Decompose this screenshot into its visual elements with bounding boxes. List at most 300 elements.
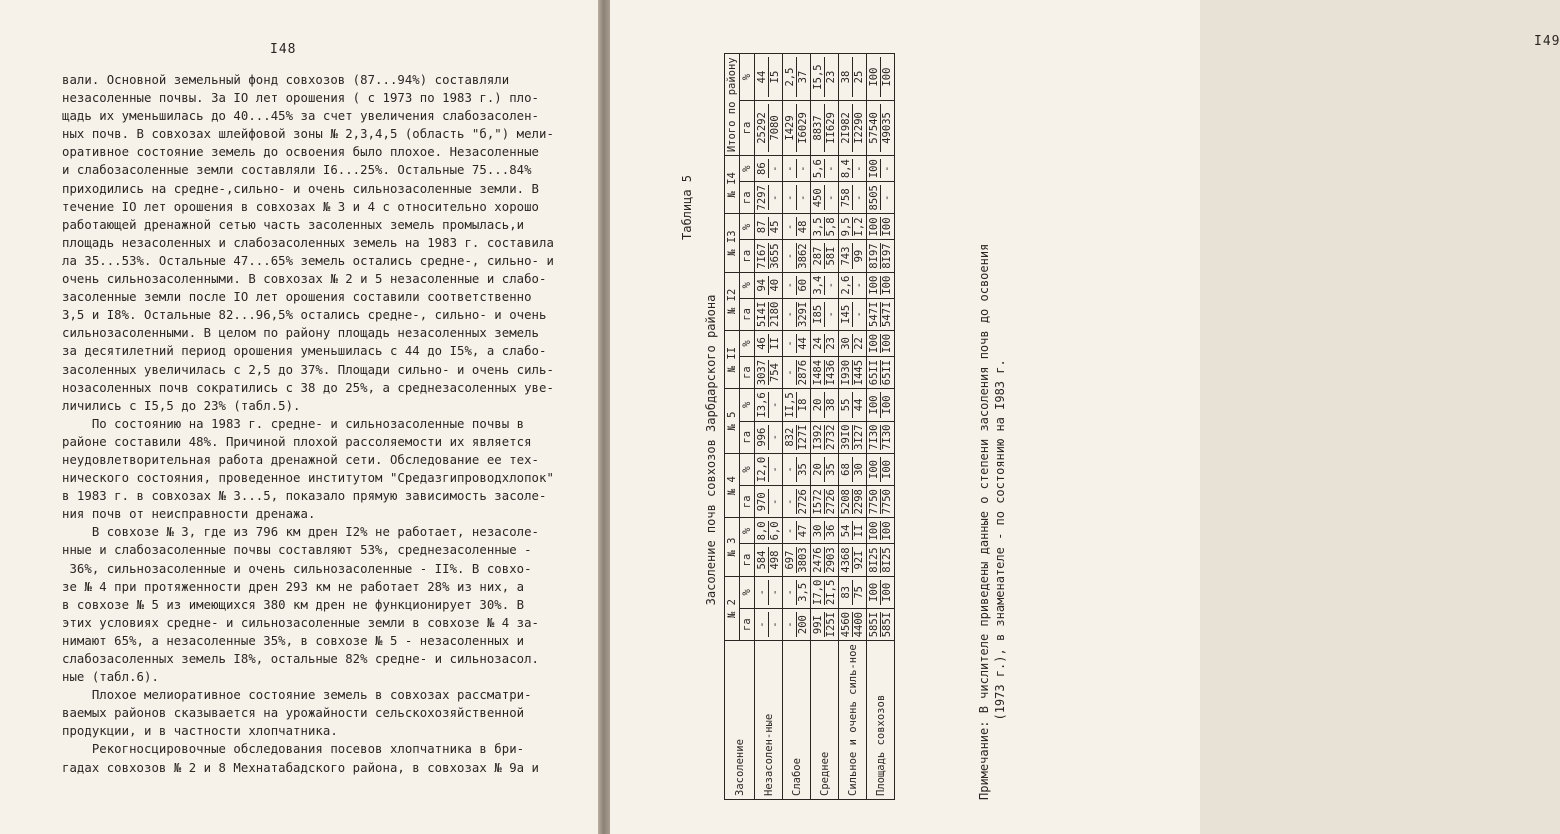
cell-numerator: 8837 — [812, 104, 825, 152]
table-cell — [811, 544, 839, 576]
cell-denominator: I00 — [881, 67, 893, 87]
cell-denominator: 2732 — [825, 424, 837, 450]
header-group: № 5 — [725, 389, 740, 454]
header-group: № 4 — [725, 453, 740, 518]
cell-denominator: - — [853, 282, 865, 289]
cell-numerator: I392 — [812, 424, 824, 450]
table-cell — [867, 544, 895, 576]
table-row — [783, 54, 811, 800]
cell-numerator: 8505 — [868, 185, 880, 211]
text-line: 3,5 и I8%. Остальные 82...96,5% остались средне-, сильно- и очень — [62, 308, 547, 323]
cell-denominator: II — [769, 337, 781, 350]
text-line: ла 35...53%. Остальные 47...65% земель остались средне-, сильно- и — [62, 253, 554, 268]
table-cell — [839, 182, 867, 214]
cell-numerator: 68 — [840, 457, 853, 482]
cell-denominator: I25I — [825, 611, 837, 638]
text-line: Плохое мелиоративное состояние земель в совхозах рассматри- — [62, 688, 532, 703]
cell-numerator: 7297 — [756, 185, 768, 211]
text-line: ния почв от неисправности дренажа. — [62, 507, 316, 522]
cell-numerator: I00 — [868, 217, 880, 237]
cell-numerator: 25292 — [756, 104, 769, 152]
table-cell — [755, 272, 783, 298]
cell-numerator: I85 — [812, 302, 825, 327]
cell-denominator: 40 — [769, 278, 781, 292]
text-line: 36%, сильнозасоленные и очень сильнозасоленные - II%. В совхо- — [62, 561, 532, 576]
table-cell — [783, 453, 811, 485]
cell-denominator: - — [769, 165, 781, 172]
cell-denominator: - — [881, 165, 893, 172]
cell-numerator: - — [784, 580, 797, 605]
table-cell — [839, 298, 867, 330]
cell-numerator: I930 — [840, 359, 852, 386]
right-page-number: I49 — [1534, 34, 1560, 49]
text-line: неудовлетворительная работа дренажной сети. Обследование ее тех- — [62, 452, 540, 467]
cell-denominator: 585I — [881, 611, 893, 638]
table-cell — [867, 156, 895, 182]
header-unit: га — [740, 544, 755, 576]
text-line: личились с I5,5 до 23% (табл.5). — [62, 398, 301, 413]
header-unit: % — [740, 330, 755, 356]
table-cell — [839, 54, 867, 100]
cell-numerator: 2,5 — [784, 57, 797, 96]
cell-numerator: 24 — [812, 334, 825, 353]
cell-numerator: 7750 — [868, 489, 880, 515]
table-cell — [867, 356, 895, 388]
cell-denominator: 36 — [825, 524, 837, 538]
cell-denominator: 7080 — [769, 115, 781, 141]
cell-denominator: II629 — [825, 112, 837, 144]
header-unit: % — [740, 518, 755, 544]
cell-denominator: - — [769, 401, 781, 409]
table-cell — [811, 486, 839, 518]
text-line: нимают 65%, а незасоленные 35%, в совхозе № 5 - незасоленных и — [62, 633, 525, 648]
cell-denominator: - — [769, 589, 781, 596]
cell-denominator: 2876 — [797, 359, 809, 386]
table-cell — [811, 156, 839, 182]
cell-denominator: - — [769, 194, 781, 201]
table-cell — [811, 272, 839, 298]
cell-numerator: 83 — [840, 580, 853, 605]
table-cell — [783, 356, 811, 388]
header-unit: % — [740, 156, 755, 182]
cell-numerator: - — [784, 334, 797, 353]
cell-denominator: 48 — [797, 220, 809, 234]
cell-numerator: 2476 — [812, 547, 824, 573]
cell-denominator: 49035 — [881, 112, 893, 144]
cell-numerator: 30 — [812, 521, 825, 540]
cell-numerator: 44 — [756, 57, 769, 96]
cell-denominator: 7750 — [881, 489, 893, 515]
cell-numerator: 9,5 — [840, 217, 852, 237]
cell-numerator: 2I982 — [840, 104, 853, 152]
header-group: № II — [725, 330, 740, 388]
cell-numerator: 8I97 — [868, 243, 880, 269]
text-line: вали. Основной земельный фонд совхозов (87...94%) составляли — [62, 73, 510, 87]
text-line: засоленных увеличилась с 2,5 до 37%. Площади сильно- и очень силь- — [62, 362, 554, 377]
cell-numerator: 8I25 — [868, 547, 880, 573]
cell-numerator: I5,5 — [812, 57, 825, 96]
cell-denominator: - — [769, 434, 781, 441]
cell-denominator: 5,8 — [825, 217, 837, 237]
row-label: Среднее — [811, 641, 839, 800]
cell-denominator: 38 — [825, 398, 837, 412]
table-cell — [839, 330, 867, 356]
cell-numerator: 585I — [868, 611, 880, 638]
cell-numerator: 65II — [868, 359, 880, 386]
cell-denominator: - — [797, 165, 809, 172]
cell-denominator: 2726 — [797, 489, 809, 515]
cell-denominator: I445 — [853, 359, 865, 386]
cell-numerator: - — [784, 457, 797, 482]
cell-denominator: I00 — [881, 333, 893, 353]
cell-numerator: - — [756, 612, 769, 637]
table-cell — [839, 518, 867, 544]
cell-numerator: - — [784, 360, 797, 385]
text-line: очень сильнозасоленными. В совхозах № 2 и 5 незасоленные и слабо- — [62, 272, 547, 287]
row-label: Слабое — [783, 641, 811, 800]
table-cell — [839, 240, 867, 272]
header-unit: га — [740, 240, 755, 272]
table-cell — [811, 389, 839, 421]
cell-denominator: - — [825, 165, 837, 172]
cell-numerator: 584 — [756, 547, 769, 572]
rotated-table-block — [680, 57, 1020, 800]
cell-denominator: - — [769, 498, 781, 505]
cell-numerator: 39I0 — [840, 424, 852, 450]
table-cell — [783, 298, 811, 330]
table-cell — [839, 214, 867, 240]
cell-numerator: - — [784, 276, 797, 295]
table-cell — [867, 330, 895, 356]
cell-denominator: I00 — [881, 582, 893, 602]
cell-denominator: II — [853, 524, 865, 538]
cell-denominator: 754 — [769, 363, 781, 383]
cell-denominator: 47 — [797, 524, 809, 538]
text-line: районе составили 48%. Причиной плохой рассоляемости их является — [62, 434, 532, 449]
cell-numerator: 2,6 — [840, 275, 852, 295]
row-label: Сильное и очень силь-ное — [839, 641, 867, 800]
cell-numerator: - — [784, 489, 797, 514]
header-unit: га — [740, 100, 755, 155]
cell-numerator: 4560 — [840, 611, 852, 638]
cell-numerator: 30 — [840, 334, 853, 353]
header-group: № 3 — [725, 518, 740, 576]
table-cell — [783, 182, 811, 214]
cell-numerator: 743 — [840, 243, 853, 268]
cell-numerator: 20 — [812, 457, 825, 482]
table-cell — [811, 421, 839, 453]
text-line: По состоянию на 1983 г. средне- и сильнозасоленные почвы в — [62, 416, 525, 431]
cell-numerator: 758 — [840, 185, 853, 210]
table-cell — [755, 576, 783, 608]
cell-denominator: I00 — [881, 395, 893, 415]
cell-denominator: 200 — [797, 615, 809, 635]
header-group: Итого по району — [725, 54, 740, 156]
table-cell — [755, 54, 783, 100]
table-cell — [811, 182, 839, 214]
text-line: сильнозасоленными. В целом по району площадь незасоленных земель — [62, 326, 540, 341]
cell-numerator: I2,0 — [756, 456, 768, 483]
cell-denominator: - — [853, 311, 865, 318]
cell-numerator: I00 — [868, 333, 880, 353]
table-cell — [839, 272, 867, 298]
cell-denominator: - — [853, 165, 865, 172]
cell-denominator: 58I — [825, 246, 837, 266]
cell-numerator: 4368 — [840, 547, 852, 573]
table-cell — [839, 608, 867, 640]
cell-denominator: I00 — [881, 217, 893, 237]
cell-denominator: I436 — [825, 359, 837, 386]
cell-denominator: 4400 — [853, 611, 865, 638]
cell-numerator: 8,0 — [756, 521, 768, 541]
table-label: Таблица 5 — [680, 174, 694, 240]
cell-denominator: 23 — [825, 70, 837, 84]
header-unit: га — [740, 182, 755, 214]
table-cell — [755, 518, 783, 544]
table-cell — [811, 100, 839, 155]
cell-numerator: I00 — [868, 159, 880, 179]
text-line: нического состояния, проведенное институтом "Средазгипроводхлопок" — [62, 471, 554, 486]
table-cell — [839, 453, 867, 485]
text-line: гадах совхозов № 2 и 8 Мехнатабадского района, в совхозах № 9а и — [62, 760, 540, 775]
cell-numerator: 3,4 — [812, 275, 824, 295]
table-cell — [867, 389, 895, 421]
header-group: № I4 — [725, 156, 740, 214]
cell-numerator: - — [784, 521, 797, 540]
table-cell — [783, 576, 811, 608]
note-line: Примечание: В числителе приведены данные о степени засоления почв до освоения — [977, 243, 991, 800]
cell-denominator: - — [825, 194, 837, 201]
table-cell — [755, 100, 783, 155]
text-line: слабозасоленных земель I8%, остальные 82% средне- и сильнозасол. — [62, 652, 540, 666]
cell-denominator: 45 — [769, 220, 781, 234]
cell-numerator: 8,4 — [840, 159, 852, 179]
cell-numerator: 38 — [840, 57, 853, 96]
header-unit: % — [740, 214, 755, 240]
cell-denominator: 99 — [853, 249, 865, 263]
table-cell — [783, 330, 811, 356]
cell-denominator: 3,5 — [797, 582, 809, 602]
table-cell — [755, 453, 783, 485]
cell-numerator: II,5 — [784, 392, 796, 418]
table-cell — [811, 453, 839, 485]
cell-numerator: I00 — [868, 392, 881, 417]
table-cell — [783, 608, 811, 640]
cell-denominator: 35 — [797, 463, 809, 476]
cell-numerator: 57540 — [868, 104, 881, 152]
text-line: Рекогносцировочные обследования посевов хлопчатника в бри- — [62, 742, 525, 757]
cell-denominator: 44 — [853, 398, 865, 412]
cell-numerator: 7I30 — [868, 424, 880, 450]
cell-denominator: - — [797, 194, 809, 201]
cell-denominator: 2I,5 — [825, 579, 837, 605]
cell-denominator: 60 — [797, 278, 809, 292]
cell-denominator: 75 — [853, 586, 865, 599]
table-row — [755, 54, 783, 800]
cell-denominator: 23 — [825, 337, 837, 350]
cell-denominator: - — [825, 282, 837, 289]
cell-denominator: I5 — [769, 70, 781, 84]
cell-denominator: 2726 — [825, 489, 837, 515]
table-cell — [867, 182, 895, 214]
cell-numerator: 832 — [784, 425, 797, 450]
row-label: Площадь совхозов — [867, 641, 895, 800]
table-cell — [755, 389, 783, 421]
header-salinity: Засоление — [725, 641, 755, 800]
table-cell — [755, 486, 783, 518]
table-cell — [811, 330, 839, 356]
cell-denominator: 547I — [881, 301, 893, 327]
text-line: щадь их уменьшилась до 40...45% за счет увеличения слабозасолен- — [62, 109, 540, 124]
table-cell — [867, 298, 895, 330]
table-cell — [811, 356, 839, 388]
cell-numerator: - — [784, 243, 797, 268]
text-line: приходились на средне-,сильно- и очень сильнозасоленные земли. В — [62, 181, 540, 196]
header-unit: га — [740, 356, 755, 388]
table-cell — [811, 214, 839, 240]
table-cell — [783, 486, 811, 518]
table-cell — [811, 518, 839, 544]
cell-numerator: 287 — [812, 243, 825, 268]
cell-numerator: I429 — [784, 104, 797, 152]
table-row — [811, 54, 839, 800]
cell-numerator: 5I4I — [756, 301, 768, 327]
table-cell — [755, 356, 783, 388]
table-cell — [839, 421, 867, 453]
table-cell — [783, 240, 811, 272]
cell-numerator: 996 — [756, 425, 769, 450]
cell-denominator: 3803 — [797, 547, 809, 573]
table-cell — [867, 272, 895, 298]
row-label: Незасолен-ные — [755, 641, 783, 800]
table-cell — [783, 214, 811, 240]
cell-numerator: I00 — [868, 580, 881, 605]
text-line: ных почв. В совхозах шлейфовой зоны № 2,3,4,5 (область "б,") мели- — [62, 127, 554, 142]
table-cell — [867, 100, 895, 155]
cell-denominator: I00 — [881, 521, 893, 541]
table-cell — [755, 421, 783, 453]
cell-numerator: 3,5 — [812, 217, 824, 237]
cell-denominator: 3655 — [769, 243, 781, 269]
cell-numerator: 547I — [868, 301, 880, 327]
text-line: ные (табл.6). — [62, 670, 159, 685]
cell-numerator: 99I — [812, 612, 825, 637]
cell-numerator: - — [784, 302, 797, 327]
header-unit: % — [740, 54, 755, 100]
table-cell — [783, 389, 811, 421]
cell-numerator: 54 — [840, 521, 853, 540]
table-cell — [839, 156, 867, 182]
header-unit: % — [740, 453, 755, 485]
cell-denominator: 6,0 — [769, 521, 781, 541]
cell-numerator: 94 — [756, 276, 769, 295]
header-unit: га — [740, 486, 755, 518]
cell-denominator: 22 — [853, 337, 865, 350]
table-cell — [755, 608, 783, 640]
table-title: Засоление почв совхозов Зарбдарского района — [704, 294, 718, 606]
text-line: незасоленные почвы. За IO лет орошения ( с 1973 по 1983 г.) пло- — [62, 91, 540, 106]
cell-numerator: I00 — [868, 275, 880, 295]
cell-numerator: 7I67 — [756, 243, 768, 269]
cell-numerator: I7,0 — [812, 579, 824, 605]
left-page-number: I48 — [270, 42, 297, 57]
header-group: № I3 — [725, 214, 740, 272]
table-cell — [839, 544, 867, 576]
table-cell — [755, 182, 783, 214]
cell-numerator: 970 — [756, 489, 769, 514]
table-cell — [783, 156, 811, 182]
table-cell — [755, 330, 783, 356]
table-cell — [755, 156, 783, 182]
header-unit: % — [740, 389, 755, 421]
cell-numerator: - — [784, 185, 797, 210]
cell-denominator: I27I — [797, 424, 809, 450]
cell-denominator: 498 — [769, 550, 781, 570]
left-body-text — [62, 71, 554, 777]
cell-numerator: I572 — [812, 489, 824, 515]
cell-denominator: - — [769, 621, 781, 628]
cell-denominator: 7I30 — [881, 424, 893, 450]
table-cell — [755, 544, 783, 576]
cell-denominator: 329I — [797, 301, 809, 327]
table-cell — [867, 240, 895, 272]
cell-numerator: 5,6 — [812, 159, 824, 179]
header-unit: % — [740, 272, 755, 298]
text-line: В совхозе № 3, где из 796 км дрен I2% не работает, незасоле- — [62, 525, 540, 540]
table-cell — [839, 389, 867, 421]
cell-numerator: 55 — [840, 392, 853, 417]
table-row — [839, 54, 867, 800]
cell-denominator: 2903 — [825, 547, 837, 573]
cell-denominator: I00 — [881, 275, 893, 295]
table-cell — [867, 576, 895, 608]
table-cell — [811, 576, 839, 608]
text-line: засоленные земли после IO лет орошения составили соответственно — [62, 290, 532, 305]
cell-denominator: 8I25 — [881, 547, 893, 573]
cell-denominator: 37 — [797, 70, 809, 84]
text-line: оративное состояние земель до освоения было плохое. Незасоленные — [62, 145, 540, 160]
table-cell — [867, 453, 895, 485]
cell-numerator: I484 — [812, 359, 824, 386]
table-cell — [783, 421, 811, 453]
cell-denominator: - — [825, 311, 837, 318]
cell-denominator: - — [881, 194, 893, 201]
cell-denominator: I8 — [797, 398, 809, 412]
table-cell — [867, 421, 895, 453]
cell-denominator: 3I27 — [853, 424, 865, 450]
table-header-row — [725, 54, 740, 800]
table-cell — [867, 486, 895, 518]
table-cell — [783, 54, 811, 100]
table-cell — [811, 298, 839, 330]
cell-denominator: 35 — [825, 463, 837, 476]
text-line: в 1983 г. в совхозах № 3...5, показало прямую зависимость засоле- — [62, 489, 547, 504]
text-line: за десятилетний период орошения уменьшилась с 44 до I5%, а слабо- — [62, 344, 547, 359]
text-line: площадь незасоленных и слабозасоленных земель на 1983 г. составила — [62, 235, 554, 250]
cell-numerator: - — [784, 217, 797, 236]
table-cell — [755, 214, 783, 240]
cell-denominator: 92I — [853, 550, 865, 570]
table-body — [755, 54, 895, 800]
cell-denominator: 8I97 — [881, 243, 893, 269]
cell-denominator: 3862 — [797, 243, 809, 269]
table-cell — [839, 486, 867, 518]
table-cell — [867, 608, 895, 640]
text-line: продукции, и в частности хлопчатника. — [62, 724, 338, 739]
table-cell — [755, 298, 783, 330]
cell-numerator: 86 — [756, 159, 769, 178]
cell-numerator: - — [784, 612, 797, 637]
